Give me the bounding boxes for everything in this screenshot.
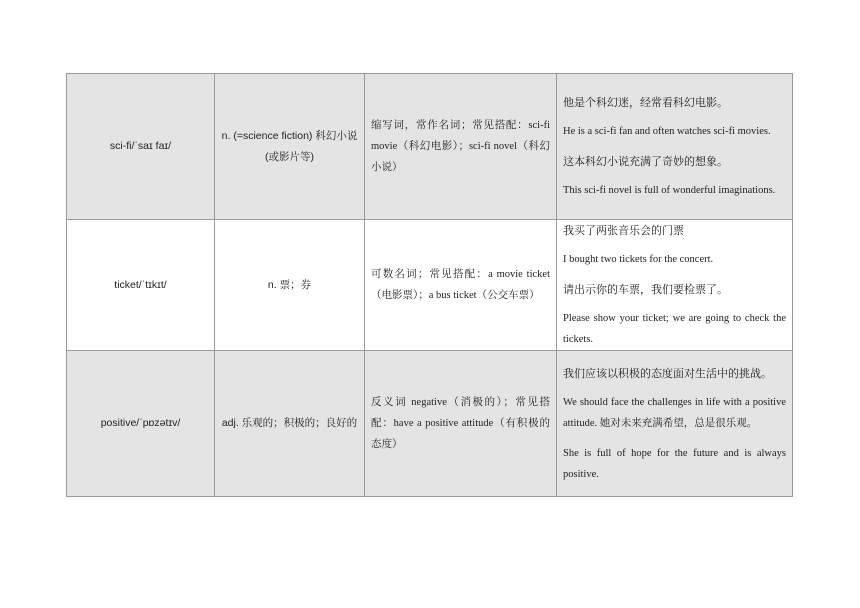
- example-sentence-zh: 我买了两张音乐会的门票: [563, 224, 684, 237]
- examples-cell: [557, 220, 793, 351]
- example-sentence-en: This sci-fi novel is full of wonderful imaginations.: [563, 185, 776, 196]
- meaning-cell: n. 票；券: [215, 220, 365, 351]
- example-sentence-zh: 他是个科幻迷，经常看科幻电影。: [563, 96, 728, 109]
- example-sentence-en: Please show your ticket; we are going to check the tickets.: [563, 313, 786, 345]
- word-cell: ticket/ˈtɪkɪt/: [67, 220, 215, 351]
- examples-cell: [557, 74, 793, 220]
- example-sentence-zh: 我们应该以积极的态度面对生活中的挑战。: [563, 366, 772, 380]
- table-row: [67, 74, 793, 220]
- vocabulary-table: [66, 73, 793, 497]
- table-row: [67, 220, 793, 351]
- examples-cell: [557, 351, 793, 497]
- meaning-cell: adj. 乐观的；积极的；良好的: [215, 351, 365, 497]
- usage-cell: 反义词 negative（消极的）；常见搭配：have a positive attitude（有积极的态度）: [365, 351, 557, 497]
- usage-cell: 缩写词，常作名词；常见搭配：sci-fi movie（科幻电影）；sci-fi novel（科幻小说）: [365, 74, 557, 220]
- word-cell: positive/ˈpɒzətɪv/: [67, 351, 215, 497]
- word-cell: sci-fi/ˈsaɪ faɪ/: [67, 74, 215, 220]
- example-sentence-en: He is a sci-fi fan and often watches sci-fi movies.: [563, 126, 771, 137]
- example-sentence-zh: 请出示你的车票，我们要检票了。: [563, 283, 728, 296]
- meaning-cell: n. (=science fiction) 科幻小说(或影片等): [215, 74, 365, 220]
- usage-cell: 可数名词；常见搭配：a movie ticket（电影票）；a bus ticket（公交车票）: [365, 220, 557, 351]
- example-sentence-zh: 这本科幻小说充满了奇妙的想象。: [563, 155, 728, 168]
- example-sentence-en: She is full of hope for the future and is always positive.: [563, 447, 786, 480]
- table-row: [67, 351, 793, 497]
- example-sentence-en: I bought two tickets for the concert.: [563, 254, 714, 265]
- example-sentence-en: We should face the challenges in life with a positive attitude. 她对未来充满希望，总是很乐观。: [563, 396, 786, 429]
